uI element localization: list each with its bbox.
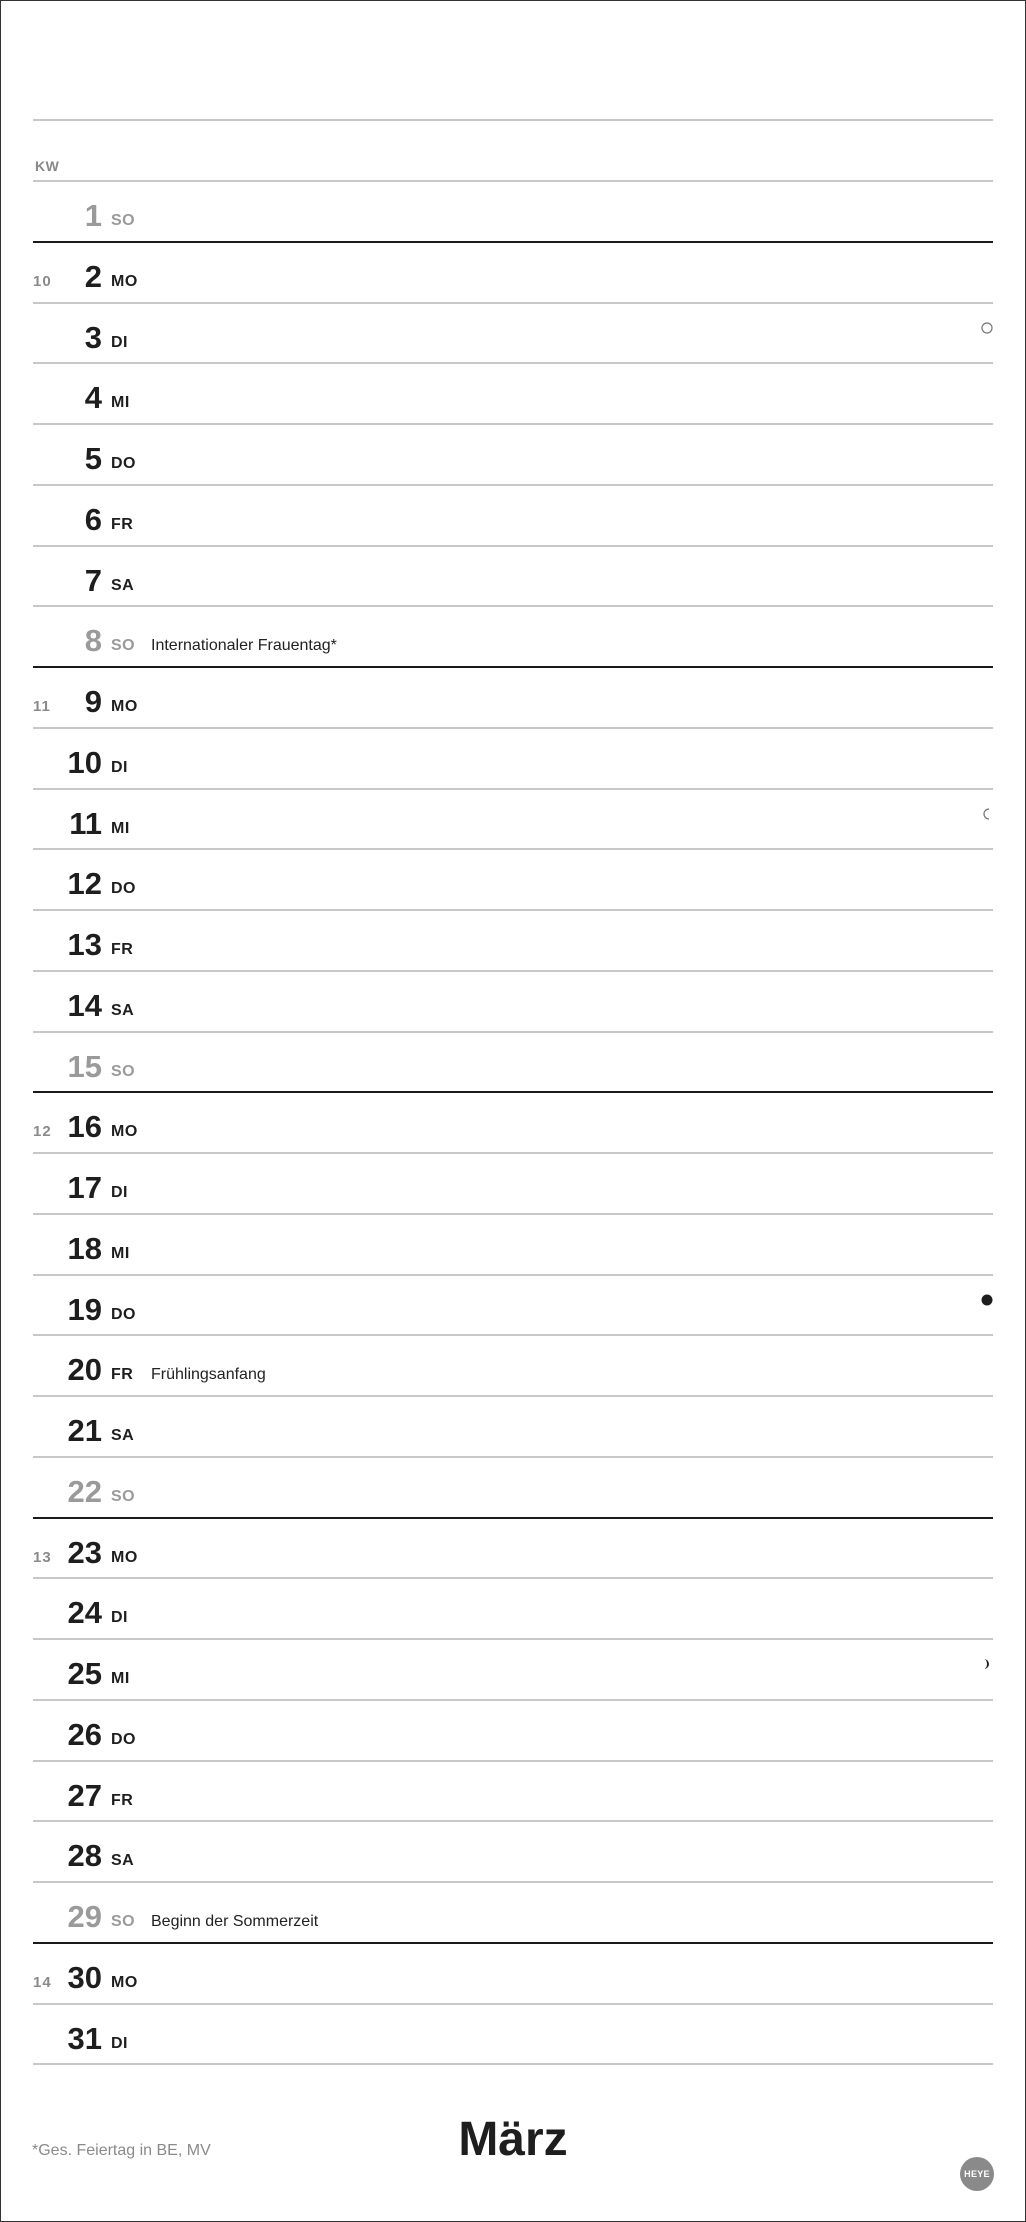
day-number: 31 bbox=[67, 2021, 102, 2056]
weekday-label: FR bbox=[111, 1792, 134, 1809]
day-number: 28 bbox=[67, 1838, 102, 1873]
weekday-label: DI bbox=[111, 1184, 128, 1201]
top-rule bbox=[33, 119, 993, 121]
weekday-label: MO bbox=[111, 1974, 138, 1991]
weekday-label: MI bbox=[111, 1670, 130, 1687]
day-row bbox=[0, 789, 1026, 850]
weekday-label: DO bbox=[111, 880, 136, 897]
weekday-label: DI bbox=[111, 759, 128, 776]
day-row bbox=[0, 1761, 1026, 1822]
day-number: 16 bbox=[67, 1109, 102, 1144]
day-row bbox=[0, 728, 1026, 789]
weekday-label: FR bbox=[111, 1366, 134, 1383]
new-moon-icon bbox=[981, 1293, 993, 1305]
day-number: 13 bbox=[67, 927, 102, 962]
weekday-label: SA bbox=[111, 577, 135, 594]
day-row bbox=[0, 1032, 1026, 1093]
day-number: 7 bbox=[84, 563, 102, 598]
day-number: 1 bbox=[84, 198, 102, 233]
weekday-label: DI bbox=[111, 1609, 128, 1626]
day-row bbox=[0, 1396, 1026, 1457]
day-row bbox=[0, 1335, 1026, 1396]
weekday-label: DI bbox=[111, 2035, 128, 2052]
day-number: 22 bbox=[67, 1474, 102, 1509]
day-number: 18 bbox=[67, 1231, 102, 1266]
day-number: 10 bbox=[67, 745, 102, 780]
day-row bbox=[0, 1092, 1026, 1153]
day-row bbox=[0, 1578, 1026, 1639]
weekday-label: MO bbox=[111, 273, 138, 290]
day-separator bbox=[33, 2063, 993, 2065]
first-quarter-moon-icon bbox=[981, 1657, 993, 1669]
weekday-label: FR bbox=[111, 941, 134, 958]
weekday-label: SA bbox=[111, 1002, 135, 1019]
day-row bbox=[0, 424, 1026, 485]
weekday-label: SA bbox=[111, 1852, 135, 1869]
weekday-label: MI bbox=[111, 820, 130, 837]
week-number: 13 bbox=[33, 1549, 52, 1566]
day-number: 25 bbox=[67, 1656, 102, 1691]
weekday-label: MI bbox=[111, 394, 130, 411]
day-row bbox=[0, 1943, 1026, 2004]
weekday-label: MI bbox=[111, 1245, 130, 1262]
day-row bbox=[0, 1821, 1026, 1882]
day-number: 11 bbox=[69, 806, 102, 841]
day-number: 3 bbox=[84, 320, 102, 355]
day-number: 26 bbox=[67, 1717, 102, 1752]
day-row bbox=[0, 1275, 1026, 1336]
weekday-label: DO bbox=[111, 455, 136, 472]
day-number: 9 bbox=[84, 684, 102, 719]
day-row bbox=[0, 1457, 1026, 1518]
weekday-label: SO bbox=[111, 212, 136, 229]
event-label: Frühlingsanfang bbox=[151, 1366, 266, 1383]
day-row bbox=[0, 1214, 1026, 1275]
weekday-label: MO bbox=[111, 698, 138, 715]
day-row bbox=[0, 242, 1026, 303]
weekday-label: DO bbox=[111, 1731, 136, 1748]
day-row bbox=[0, 181, 1026, 242]
day-number: 29 bbox=[67, 1899, 102, 1934]
publisher-logo: HEYE bbox=[960, 2157, 994, 2191]
weekday-label: SO bbox=[111, 1063, 136, 1080]
day-row bbox=[0, 910, 1026, 971]
weekday-label: FR bbox=[111, 516, 134, 533]
day-number: 17 bbox=[67, 1170, 102, 1205]
day-row bbox=[0, 303, 1026, 364]
weekday-label: MO bbox=[111, 1549, 138, 1566]
event-label: Beginn der Sommerzeit bbox=[151, 1913, 319, 1930]
day-number: 4 bbox=[84, 380, 102, 415]
day-row bbox=[0, 363, 1026, 424]
day-number: 2 bbox=[84, 259, 102, 294]
day-number: 6 bbox=[84, 502, 102, 537]
weekday-label: MO bbox=[111, 1123, 138, 1140]
event-label: Internationaler Frauentag* bbox=[151, 637, 337, 654]
weekday-label: SO bbox=[111, 1488, 136, 1505]
day-number: 14 bbox=[67, 988, 102, 1023]
week-number: 11 bbox=[33, 698, 51, 715]
day-number: 15 bbox=[67, 1049, 102, 1084]
day-number: 27 bbox=[67, 1778, 102, 1813]
week-number: 12 bbox=[33, 1123, 52, 1140]
day-row bbox=[0, 667, 1026, 728]
day-number: 24 bbox=[67, 1595, 102, 1630]
day-row bbox=[0, 1700, 1026, 1761]
day-number: 23 bbox=[67, 1535, 102, 1570]
month-title: März bbox=[458, 2113, 568, 2166]
day-number: 5 bbox=[84, 441, 102, 476]
day-row bbox=[0, 546, 1026, 607]
day-row bbox=[0, 1518, 1026, 1579]
week-number: 14 bbox=[33, 1974, 52, 1991]
week-number: 10 bbox=[33, 273, 52, 290]
weekday-label: SO bbox=[111, 1913, 136, 1930]
day-row bbox=[0, 606, 1026, 667]
day-number: 8 bbox=[84, 623, 102, 658]
kw-header: KW bbox=[35, 158, 60, 174]
day-row bbox=[0, 1882, 1026, 1943]
day-number: 12 bbox=[67, 866, 102, 901]
day-row bbox=[0, 2004, 1026, 2065]
day-row bbox=[0, 971, 1026, 1032]
day-row bbox=[0, 1639, 1026, 1700]
weekday-label: SA bbox=[111, 1427, 135, 1444]
day-number: 20 bbox=[67, 1352, 102, 1387]
weekday-label: SO bbox=[111, 637, 136, 654]
day-number: 21 bbox=[67, 1413, 102, 1448]
day-row bbox=[0, 1153, 1026, 1214]
weekday-label: DI bbox=[111, 334, 128, 351]
footnote: *Ges. Feiertag in BE, MV bbox=[32, 2142, 211, 2159]
day-row bbox=[0, 849, 1026, 910]
weekday-label: DO bbox=[111, 1306, 136, 1323]
day-number: 19 bbox=[67, 1292, 102, 1327]
last-quarter-moon-icon bbox=[981, 807, 993, 819]
full-moon-icon bbox=[981, 321, 993, 333]
day-row bbox=[0, 485, 1026, 546]
day-number: 30 bbox=[67, 1960, 102, 1995]
